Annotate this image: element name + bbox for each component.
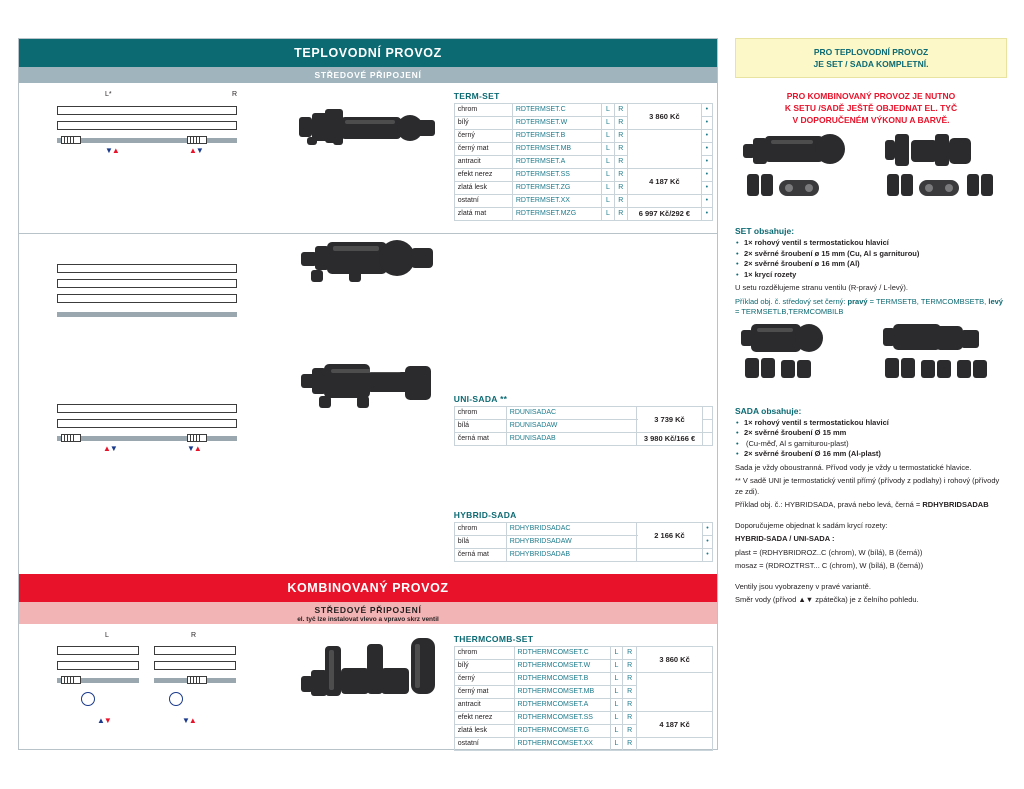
r-cell: R	[623, 738, 637, 751]
manifold-part	[405, 366, 431, 400]
flow-arrows-right: ▲▼	[189, 146, 203, 155]
footnote-1: Ventily jsou vyobrazeny v pravé variantě.	[735, 581, 871, 591]
valve-hatch	[64, 137, 76, 144]
label-left-1: L*	[105, 91, 112, 98]
l-cell: L	[610, 673, 623, 686]
flow-arrows-right: ▼▲	[182, 716, 196, 725]
code-cell: RDHYBRIDSADAC	[506, 523, 636, 536]
l-cell: L	[610, 738, 623, 751]
sada-item-2: (Cu-měď, Al s garniturou-plast)	[746, 438, 849, 448]
l-cell: L	[602, 143, 614, 156]
sada-paragraph-1: Sada je vždy oboustranná. Přívod vody je vždy u termostatické hlavice.	[735, 462, 972, 472]
star-cell: •	[701, 195, 712, 208]
set-components-photo	[735, 134, 1007, 220]
sada-contents-title: SADA obsahuje:	[735, 405, 802, 416]
star-cell: •	[701, 182, 712, 195]
finish-cell: bílý	[454, 117, 512, 130]
sada-paragraph-2: ** V sadě UNI je termostatický ventil přímý (přívody z podlahy) i rohový (přívody ze zdi).	[735, 476, 1000, 496]
thermostatic-head	[379, 240, 415, 276]
r-cell: R	[614, 169, 627, 182]
r-cell: R	[614, 195, 627, 208]
group-hybrid-sada	[448, 446, 717, 562]
code-cell: RDTERMSET.MZG	[512, 208, 601, 221]
fitting	[981, 174, 993, 196]
finish-cell: zlatá mat	[454, 208, 512, 221]
finish-cell: ostatní	[454, 738, 514, 751]
r-cell: R	[614, 130, 627, 143]
manifold-part	[357, 396, 369, 408]
list-item	[744, 418, 1007, 429]
table-row	[454, 712, 712, 725]
section1-table-area	[448, 83, 717, 233]
radiator-bar	[57, 279, 237, 288]
table-row	[454, 738, 712, 751]
recommendation-line-3: plast = (RDHYBRIDROZ..C (chrom), W (bílá), B (černá))	[735, 547, 923, 557]
footnote-2: Směr vody (přívod ▲▼ zpátečka) je z čelního pohledu.	[735, 595, 919, 604]
valve-hatch	[64, 435, 76, 442]
valve-photo-body	[381, 668, 409, 694]
price-cell: 3 860 Kč	[628, 104, 702, 130]
finish-cell: bílá	[454, 536, 506, 549]
group-title: HYBRID-SADA	[453, 510, 517, 520]
highlight	[757, 328, 793, 332]
set-example-bold-1: pravý	[847, 296, 868, 306]
section1-subtitle: STŘEDOVÉ PŘIPOJENÍ	[19, 67, 717, 83]
price-cell: 2 166 Kč	[637, 523, 703, 549]
star-cell	[703, 433, 713, 446]
finish-cell: antracit	[454, 699, 514, 712]
valve-photo-part	[333, 137, 343, 145]
radiator-bar	[57, 264, 237, 273]
sada-contents-list	[735, 418, 1007, 460]
l-cell: L	[602, 130, 614, 143]
radiator-bar	[154, 646, 236, 655]
finish-cell: černý mat	[454, 143, 512, 156]
section2-table-area	[448, 234, 717, 574]
sada-item-0: 1× rohový ventil s termostatickou hlavicí	[744, 417, 889, 427]
r-cell: R	[614, 143, 627, 156]
set-item-0: 1× rohový ventil s termostatickou hlavicí	[744, 238, 889, 247]
price-cell: 4 187 Kč	[637, 712, 713, 738]
code-cell: RDUNISADAW	[506, 420, 636, 433]
set-example-mid-1: = TERMSETB, TERMCOMBSETB,	[867, 296, 989, 306]
finish-cell: zlatá lesk	[454, 182, 512, 195]
rosette-hole	[805, 184, 813, 192]
element-rod-circle	[81, 692, 95, 706]
manifold-part	[349, 270, 361, 282]
code-cell: RDTERMSET.C	[512, 104, 601, 117]
price-cell	[628, 130, 702, 169]
finish-cell: bílý	[454, 660, 514, 673]
highlight	[771, 140, 813, 144]
highlight	[415, 644, 420, 688]
list-item	[744, 449, 1007, 460]
fitting	[761, 174, 773, 196]
sada-item-3: 2× svěrné šroubení Ø 16 mm (Al-plast)	[744, 449, 881, 458]
code-cell: RDUNISADAB	[506, 433, 636, 446]
radiator-bar	[57, 419, 237, 428]
valve-riser	[935, 134, 949, 166]
table-row	[454, 647, 712, 660]
price-cell: 4 187 Kč	[628, 169, 702, 195]
price-cell: 3 980 Kč/166 €	[637, 433, 703, 446]
star-cell: •	[703, 523, 713, 536]
flow-arrows-left: ▲▼	[103, 444, 117, 453]
l-cell: L	[602, 156, 614, 169]
fitting	[901, 358, 915, 378]
rosette-hole	[945, 184, 953, 192]
star-cell: •	[701, 117, 712, 130]
l-cell: L	[602, 208, 614, 221]
r-cell: R	[623, 647, 637, 660]
radiator-pipe	[57, 312, 237, 317]
set-item-1: 2× svěrné šroubení ø 15 mm (Cu, Al s garniturou)	[744, 248, 920, 258]
table-row	[454, 169, 712, 182]
finish-cell: černý	[454, 130, 512, 143]
valve-photo-part	[299, 117, 312, 137]
r-cell: R	[623, 699, 637, 712]
code-cell: RDTHERMCOMSET.MB	[514, 686, 610, 699]
list-item-continuation	[744, 439, 1007, 450]
price-table-term-set	[454, 103, 713, 221]
code-cell: RDUNISADAC	[506, 407, 636, 420]
valve-hatch	[190, 435, 202, 442]
section3-title: KOMBINOVANÝ PROVOZ	[19, 574, 717, 602]
rosette-hole	[925, 184, 933, 192]
list-item	[744, 249, 1007, 260]
finish-cell: ostatní	[454, 195, 512, 208]
finish-cell: efekt nerez	[454, 712, 514, 725]
code-cell: RDTERMSET.W	[512, 117, 601, 130]
table-row	[454, 130, 712, 143]
fitting	[747, 174, 759, 196]
code-cell: RDTERMSET.ZG	[512, 182, 601, 195]
manifold-part	[411, 248, 433, 268]
code-cell: RDTERMSET.B	[512, 130, 601, 143]
yellow-line-2: JE SET / SADA KOMPLETNÍ.	[813, 59, 929, 69]
valve-photo-body	[341, 668, 369, 694]
r-cell: R	[614, 117, 627, 130]
r-cell: R	[614, 104, 627, 117]
sada-components-photo	[735, 324, 1007, 400]
section3-table-area	[448, 624, 717, 789]
section3-subtitle-block	[19, 602, 717, 624]
l-cell: L	[610, 712, 623, 725]
radiator-pipe	[57, 436, 237, 441]
r-cell: R	[623, 725, 637, 738]
table-row	[454, 104, 712, 117]
set-example-mid-2: = TERMSETLB,TERMCOMBILB	[735, 307, 844, 316]
finish-cell: chrom	[454, 407, 506, 420]
highlight	[345, 120, 395, 124]
list-item	[744, 428, 1007, 439]
section1-illustration	[19, 83, 448, 233]
manifold-body	[893, 324, 941, 350]
r-cell: R	[623, 712, 637, 725]
l-cell: L	[602, 182, 614, 195]
code-cell: RDTERMSET.XX	[512, 195, 601, 208]
flow-arrows-left: ▲▼	[97, 716, 111, 725]
thermostatic-head	[815, 134, 845, 164]
price-cell: 3 860 Kč	[637, 647, 713, 673]
flow-arrows-right: ▼▲	[187, 444, 201, 453]
star-cell: •	[701, 104, 712, 117]
star-cell: •	[701, 156, 712, 169]
set-example-bold-2: levý	[988, 296, 1003, 306]
element-rod-circle	[169, 692, 183, 706]
valve-hatch	[190, 677, 202, 684]
label-right-3: R	[191, 632, 197, 639]
valve-photo-part	[307, 137, 317, 145]
code-cell: RDTERMSET.A	[512, 156, 601, 169]
section3-subtitle: STŘEDOVÉ PŘIPOJENÍ	[314, 605, 422, 615]
rosette-hole	[785, 184, 793, 192]
fitting	[937, 360, 951, 378]
l-cell: L	[602, 104, 614, 117]
thermostatic-head	[795, 324, 823, 352]
valve-photo-part	[417, 120, 435, 136]
star-cell: •	[701, 130, 712, 143]
r-cell: R	[614, 156, 627, 169]
finish-cell: černý mat	[454, 686, 514, 699]
code-cell: RDTHERMCOMSET.B	[514, 673, 610, 686]
flow-arrows-left: ▼▲	[105, 146, 119, 155]
fitting	[973, 360, 987, 378]
l-cell: L	[610, 686, 623, 699]
thermostatic-head	[949, 138, 971, 164]
left-catalog-column	[18, 38, 718, 750]
radiator-bar	[57, 121, 237, 130]
r-cell: R	[623, 660, 637, 673]
table-row	[454, 673, 712, 686]
valve-part	[885, 140, 895, 160]
set-contents-title: SET obsahuje:	[735, 226, 795, 236]
price-cell: 3 739 Kč	[637, 407, 703, 433]
radiator-bar	[57, 106, 237, 115]
list-item	[744, 259, 1007, 270]
fitting	[745, 358, 759, 378]
radiator-bar	[57, 661, 139, 670]
group-term-set	[448, 83, 717, 221]
radiator-bar	[57, 294, 237, 303]
highlight	[333, 246, 379, 251]
code-cell: RDHYBRIDSADAB	[506, 549, 636, 562]
l-cell: L	[602, 169, 614, 182]
section3-illustration	[19, 624, 448, 789]
red-line-1: PRO KOMBINOVANÝ PROVOZ JE NUTNO	[786, 91, 956, 101]
radiator-bar	[57, 646, 139, 655]
valve-hatch	[190, 137, 202, 144]
section2-body	[19, 234, 717, 574]
section1-title: TEPLOVODNÍ PROVOZ	[19, 39, 717, 67]
valve-body	[911, 140, 937, 162]
table-row	[454, 433, 712, 446]
star-cell: •	[701, 143, 712, 156]
section3-body	[19, 624, 717, 789]
recommendation-line-2: HYBRID-SADA / UNI-SADA :	[735, 534, 835, 543]
sada-item-1: 2× svěrné šroubení Ø 15 mm	[744, 428, 847, 437]
fitting	[885, 358, 899, 378]
radiator-pipe	[57, 138, 237, 143]
highlight	[329, 650, 334, 690]
fitting	[967, 174, 979, 196]
set-item-3: 1× krycí rozety	[744, 269, 797, 279]
set-example	[735, 297, 1007, 318]
l-cell: L	[602, 117, 614, 130]
group-title: TERM-SET	[453, 91, 500, 101]
sada-paragraph-3	[735, 500, 1007, 511]
star-cell: •	[703, 549, 713, 562]
r-cell: R	[623, 673, 637, 686]
l-cell: L	[610, 660, 623, 673]
yellow-callout	[735, 38, 1007, 78]
table-row	[454, 523, 712, 536]
price-table-uni-sada	[454, 406, 713, 446]
star-cell: •	[703, 536, 713, 549]
recommendation-line-1: Doporučujeme objednat k sadám krycí rozety:	[735, 520, 888, 530]
star-cell	[703, 407, 713, 420]
table-row	[454, 208, 712, 221]
section2-illustration	[19, 234, 448, 574]
valve-hatch	[64, 677, 76, 684]
code-cell: RDHYBRIDSADAW	[506, 536, 636, 549]
section3-subnote: el. tyč lze instalovat vlevo a vpravo skrz ventil	[297, 616, 439, 623]
price-cell	[637, 673, 713, 712]
fitting	[957, 360, 971, 378]
price-table-hybrid-sada	[454, 522, 713, 562]
l-cell: L	[610, 647, 623, 660]
code-cell: RDTHERMCOMSET.W	[514, 660, 610, 673]
red-line-3: V DOPORUČENÉM VÝKONU A BARVĚ.	[792, 115, 950, 125]
sada-p3-pre: Příklad obj. č.: HYBRIDSADA, pravá nebo levá, černá =	[735, 500, 923, 509]
list-item	[744, 238, 1007, 249]
red-line-2: K SETU /SADĚ JEŠTĚ OBJEDNAT EL. TYČ	[784, 103, 958, 113]
label-right-1: R	[232, 91, 238, 98]
thermostatic-head	[935, 326, 963, 350]
table-row	[454, 549, 712, 562]
manifold-part	[319, 396, 331, 408]
sada-p3-code: RDHYBRIDSADAB	[922, 500, 989, 509]
finish-cell: bílá	[454, 420, 506, 433]
price-cell	[637, 549, 703, 562]
fitting	[761, 358, 775, 378]
highlight	[331, 369, 401, 373]
radiator-bar	[154, 661, 236, 670]
radiator-bar	[57, 404, 237, 413]
fitting	[901, 174, 913, 196]
code-cell: RDTERMSET.SS	[512, 169, 601, 182]
finish-cell: chrom	[454, 104, 512, 117]
price-table-thermcomb-set	[454, 646, 713, 751]
code-cell: RDTHERMCOMSET.SS	[514, 712, 610, 725]
yellow-line-1: PRO TEPLOVODNÍ PROVOZ	[813, 47, 929, 57]
fitting	[921, 360, 935, 378]
set-item-2: 2× svěrné šroubení ø 16 mm (Al)	[744, 259, 860, 268]
l-cell: L	[610, 725, 623, 738]
finish-cell: černý	[454, 673, 514, 686]
label-left-3: L	[105, 632, 109, 639]
code-cell: RDTHERMCOMSET.C	[514, 647, 610, 660]
valve-riser	[895, 134, 909, 166]
price-cell	[628, 195, 702, 208]
right-info-column	[735, 38, 1007, 750]
star-cell	[703, 420, 713, 433]
recommendation-line-4: mosaz = (RDROZTRST... C (chrom), W (bílá), B (černá))	[735, 561, 924, 570]
red-callout	[735, 90, 1007, 126]
fitting	[781, 360, 795, 378]
group-title: THERMCOMB-SET	[453, 634, 534, 644]
finish-cell: antracit	[454, 156, 512, 169]
manifold-part	[311, 270, 323, 282]
set-note: U setu rozdělujeme stranu ventilu (R-pravý / L-levý).	[735, 283, 908, 292]
set-contents-list	[735, 238, 1007, 280]
manifold-part	[961, 330, 979, 348]
finish-cell: chrom	[454, 647, 514, 660]
fitting	[887, 174, 899, 196]
r-cell: R	[614, 182, 627, 195]
set-example-pre: Příklad obj. č. středový set černý:	[735, 296, 848, 306]
star-cell: •	[701, 169, 712, 182]
finish-cell: zlatá lesk	[454, 725, 514, 738]
r-cell: R	[614, 208, 627, 221]
r-cell: R	[623, 686, 637, 699]
table-row	[454, 195, 712, 208]
l-cell: L	[610, 699, 623, 712]
price-cell: 6 997 Kč/292 €	[628, 208, 702, 221]
table-row	[454, 407, 712, 420]
finish-cell: černá mat	[454, 433, 506, 446]
group-title: UNI-SADA **	[453, 394, 508, 404]
code-cell: RDTERMSET.MB	[512, 143, 601, 156]
finish-cell: efekt nerez	[454, 169, 512, 182]
l-cell: L	[602, 195, 614, 208]
star-cell: •	[701, 208, 712, 221]
group-thermcomb-set	[448, 624, 717, 751]
group-uni-sada	[448, 234, 717, 446]
code-cell: RDTHERMCOMSET.G	[514, 725, 610, 738]
section1-body	[19, 83, 717, 233]
finish-cell: černá mat	[454, 549, 506, 562]
code-cell: RDTHERMCOMSET.XX	[514, 738, 610, 751]
finish-cell: chrom	[454, 523, 506, 536]
price-cell	[637, 738, 713, 751]
list-item	[744, 270, 1007, 281]
code-cell: RDTHERMCOMSET.A	[514, 699, 610, 712]
fitting	[797, 360, 811, 378]
